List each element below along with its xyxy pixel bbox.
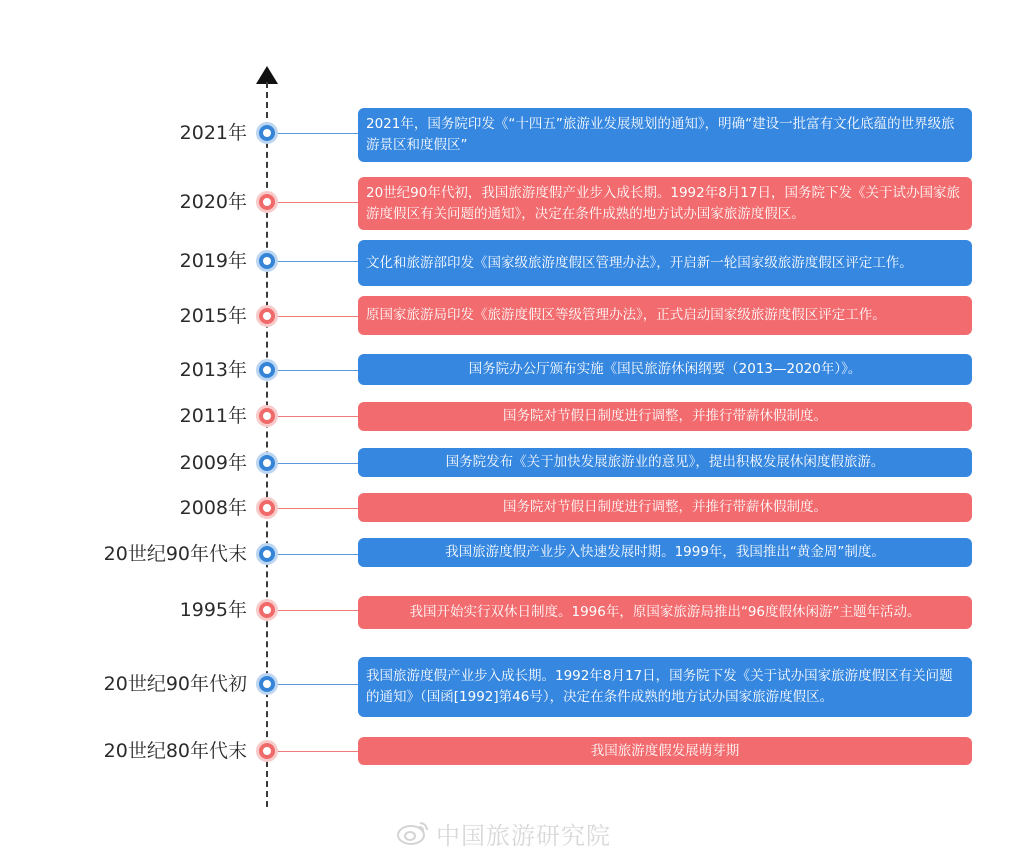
timeline-node-icon (256, 497, 278, 519)
weibo-icon (396, 818, 430, 846)
timeline-node-icon (256, 122, 278, 144)
timeline-event-text: 我国开始实行双休日制度。1996年，原国家旅游局推出“96度假休闲游”主题年活动。 (409, 604, 921, 620)
timeline-connector (278, 554, 358, 555)
timeline-event-text: 20世纪90年代初，我国旅游度假产业步入成长期。1992年8月17日，国务院下发《关于试办国家旅游度假区有关问题的通知》，决定在条件成熟的地方试办国家旅游度假区。 (366, 184, 960, 222)
timeline-event-text: 国务院对节假日制度进行调整，并推行带薪休假制度。 (503, 408, 827, 424)
timeline-event-card (358, 296, 972, 335)
timeline-event-card (358, 448, 972, 477)
timeline-event-text: 国务院对节假日制度进行调整，并推行带薪休假制度。 (503, 499, 827, 515)
timeline-event-text: 文化和旅游部印发《国家级旅游度假区管理办法》，开启新一轮国家级旅游度假区评定工作。 (366, 254, 913, 271)
timeline-year-label: 2021年 (179, 122, 247, 144)
timeline-node-icon (256, 191, 278, 213)
timeline-event-card (358, 657, 972, 717)
timeline-node-icon (256, 543, 278, 565)
timeline-node-icon (256, 359, 278, 381)
timeline-connector (278, 610, 358, 611)
timeline-connector (278, 370, 358, 371)
timeline-event-card (358, 493, 972, 522)
timeline-connector (278, 751, 358, 752)
timeline-year-label: 2020年 (179, 191, 247, 213)
timeline-node-icon (256, 673, 278, 695)
timeline-event-card (358, 737, 972, 765)
timeline-event-text: 原国家旅游局印发《旅游度假区等级管理办法》，正式启动国家级旅游度假区评定工作。 (366, 307, 886, 323)
timeline-year-label: 2015年 (179, 305, 247, 327)
timeline-event-card (358, 177, 972, 230)
timeline-year-label: 2013年 (179, 359, 247, 381)
timeline-connector (278, 202, 358, 203)
timeline-connector (278, 133, 358, 134)
timeline-node-icon (256, 599, 278, 621)
timeline-connector (278, 261, 358, 262)
timeline-event-text: 我国旅游度假发展萌芽期 (590, 742, 740, 759)
timeline-event-text: 2021年，国务院印发《“十四五”旅游业发展规划的通知》，明确“建设一批富有文化底蕴的世界级旅游景区和度假区” (366, 116, 955, 153)
timeline-year-label: 20世纪80年代末 (103, 740, 247, 762)
timeline-event-card (358, 108, 972, 162)
timeline-event-text: 国务院办公厅颁布实施《国民旅游休闲纲要（2013—2020年）》。 (468, 361, 862, 377)
timeline-node-icon (256, 305, 278, 327)
timeline-connector (278, 316, 358, 317)
timeline-year-label: 1995年 (179, 599, 247, 621)
timeline-year-label: 2019年 (179, 250, 247, 272)
timeline-event-card (358, 354, 972, 385)
timeline-connector (278, 684, 358, 685)
timeline-year-label: 2011年 (179, 405, 247, 427)
timeline-event-card (358, 240, 972, 286)
timeline-node-icon (256, 405, 278, 427)
timeline-connector (278, 463, 358, 464)
timeline-event-card (358, 402, 972, 431)
timeline-node-icon (256, 250, 278, 272)
watermark: 中国旅游研究院 (436, 822, 611, 850)
timeline-event-text: 我国旅游度假产业步入快速发展时期。1999年，我国推出“黄金周”制度。 (445, 544, 885, 560)
timeline-event-card (358, 596, 972, 629)
timeline-event-card (358, 538, 972, 567)
timeline-year-label: 2008年 (179, 497, 247, 519)
timeline-year-label: 20世纪90年代末 (103, 543, 247, 565)
timeline-connector (278, 508, 358, 509)
timeline-node-icon (256, 740, 278, 762)
timeline-node-icon (256, 452, 278, 474)
timeline-year-label: 20世纪90年代初 (103, 673, 247, 695)
timeline-event-text: 我国旅游度假产业步入成长期。1992年8月17日，国务院下发《关于试办国家旅游度假区有关问题的通知》（国函[1992]第46号），决定在条件成熟的地方试办国家旅游度假区。 (366, 668, 953, 705)
timeline-event-text: 国务院发布《关于加快发展旅游业的意见》，提出积极发展休闲度假旅游。 (445, 454, 885, 470)
timeline-connector (278, 416, 358, 417)
timeline-year-label: 2009年 (179, 452, 247, 474)
